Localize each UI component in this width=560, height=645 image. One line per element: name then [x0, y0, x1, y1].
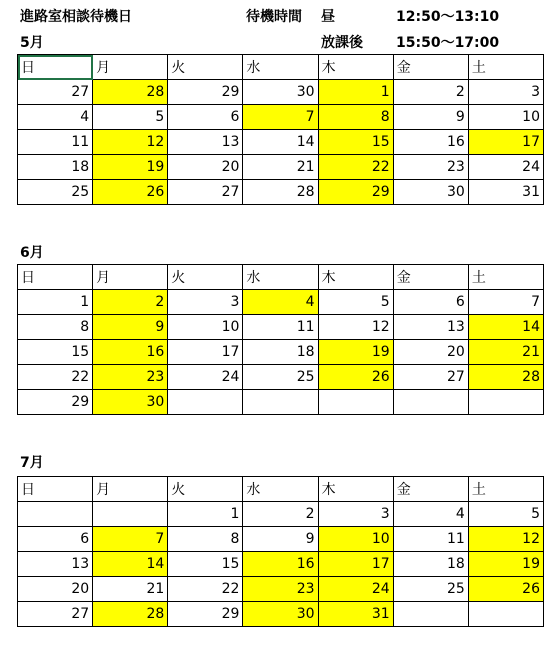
calendar-june — [17, 264, 544, 415]
day-cell[interactable]: 30 — [243, 80, 318, 105]
day-cell[interactable]: 22 — [18, 365, 93, 390]
day-cell[interactable]: 18 — [243, 340, 318, 365]
day-cell[interactable]: 22 — [168, 577, 243, 602]
day-cell[interactable]: 6 — [393, 290, 468, 315]
day-cell[interactable] — [18, 502, 93, 527]
day-cell-highlighted[interactable]: 24 — [318, 577, 393, 602]
day-cell[interactable]: 3 — [468, 80, 543, 105]
day-cell-highlighted[interactable]: 26 — [468, 577, 543, 602]
day-cell[interactable]: 20 — [393, 340, 468, 365]
day-cell[interactable]: 25 — [18, 180, 93, 205]
weekday-header-cell[interactable]: 土 — [468, 477, 543, 502]
day-cell[interactable]: 29 — [18, 390, 93, 415]
day-cell[interactable]: 20 — [168, 155, 243, 180]
day-cell[interactable]: 21 — [243, 155, 318, 180]
day-cell-highlighted[interactable]: 19 — [318, 340, 393, 365]
day-cell[interactable]: 3 — [318, 502, 393, 527]
weekday-header-cell[interactable]: 土 — [468, 55, 543, 80]
day-cell-highlighted[interactable]: 17 — [318, 552, 393, 577]
day-cell[interactable]: 15 — [18, 340, 93, 365]
day-cell-highlighted[interactable]: 28 — [468, 365, 543, 390]
weekday-header-cell[interactable]: 日 — [18, 477, 93, 502]
day-cell[interactable]: 5 — [468, 502, 543, 527]
day-cell[interactable]: 27 — [168, 180, 243, 205]
weekday-header-cell[interactable]: 火 — [168, 265, 243, 290]
day-cell[interactable]: 21 — [93, 577, 168, 602]
month-label-may[interactable]: 5月 — [20, 35, 44, 51]
calendar-july — [17, 476, 544, 627]
day-cell[interactable] — [393, 390, 468, 415]
day-cell[interactable]: 18 — [18, 155, 93, 180]
day-cell-highlighted[interactable]: 19 — [468, 552, 543, 577]
day-cell[interactable]: 27 — [393, 365, 468, 390]
day-cell-highlighted[interactable]: 23 — [243, 577, 318, 602]
weekday-header-cell[interactable]: 水 — [243, 55, 318, 80]
day-cell[interactable]: 29 — [168, 80, 243, 105]
day-cell[interactable]: 28 — [243, 180, 318, 205]
day-cell[interactable]: 6 — [168, 105, 243, 130]
day-cell[interactable]: 5 — [318, 290, 393, 315]
day-cell-highlighted[interactable]: 17 — [468, 130, 543, 155]
day-cell[interactable]: 11 — [243, 315, 318, 340]
weekday-header-cell[interactable]: 金 — [393, 55, 468, 80]
week-row — [18, 290, 544, 315]
weekday-header-cell[interactable]: 土 — [468, 265, 543, 290]
day-cell[interactable]: 24 — [468, 155, 543, 180]
day-cell[interactable]: 13 — [168, 130, 243, 155]
day-cell-highlighted[interactable]: 4 — [243, 290, 318, 315]
day-cell[interactable] — [468, 602, 543, 627]
week-row — [18, 315, 544, 340]
day-cell-highlighted[interactable]: 16 — [93, 340, 168, 365]
day-cell-highlighted[interactable]: 8 — [318, 105, 393, 130]
weekday-header-cell[interactable]: 月 — [93, 265, 168, 290]
week-row — [18, 105, 544, 130]
day-cell[interactable]: 13 — [18, 552, 93, 577]
weekday-header-cell[interactable]: 木 — [318, 265, 393, 290]
day-cell[interactable]: 2 — [393, 80, 468, 105]
day-cell-highlighted[interactable]: 7 — [243, 105, 318, 130]
day-cell[interactable]: 29 — [168, 602, 243, 627]
noon-time-value[interactable]: 12:50～13:10 — [396, 9, 500, 25]
day-cell[interactable]: 15 — [168, 552, 243, 577]
day-cell[interactable]: 2 — [243, 502, 318, 527]
day-cell[interactable]: 25 — [243, 365, 318, 390]
weekday-header-cell[interactable]: 日 — [18, 55, 93, 80]
day-cell-highlighted[interactable]: 29 — [318, 180, 393, 205]
day-cell-highlighted[interactable]: 15 — [318, 130, 393, 155]
weekday-header-cell[interactable]: 火 — [168, 55, 243, 80]
week-row — [18, 180, 544, 205]
calendar-may — [17, 54, 544, 205]
week-row — [18, 155, 544, 180]
day-cell[interactable]: 6 — [18, 527, 93, 552]
day-cell[interactable]: 27 — [18, 602, 93, 627]
day-cell-highlighted[interactable]: 19 — [93, 155, 168, 180]
day-cell-highlighted[interactable]: 31 — [318, 602, 393, 627]
day-cell[interactable]: 4 — [393, 502, 468, 527]
weekday-header-row — [18, 55, 544, 80]
month-label-july[interactable]: 7月 — [20, 455, 44, 471]
weekday-header-cell[interactable]: 木 — [318, 477, 393, 502]
day-cell[interactable]: 31 — [468, 180, 543, 205]
weekday-header-row — [18, 477, 544, 502]
day-cell[interactable]: 9 — [243, 527, 318, 552]
weekday-header-cell[interactable]: 金 — [393, 477, 468, 502]
weekday-header-cell[interactable]: 水 — [243, 477, 318, 502]
weekday-header-cell[interactable]: 水 — [243, 265, 318, 290]
weekday-header-cell[interactable]: 月 — [93, 477, 168, 502]
after-school-time-value[interactable]: 15:50～17:00 — [396, 35, 500, 51]
week-row — [18, 130, 544, 155]
sheet-title[interactable]: 進路室相談待機日 — [20, 9, 132, 25]
day-cell[interactable]: 24 — [168, 365, 243, 390]
day-cell[interactable]: 10 — [468, 105, 543, 130]
day-cell-highlighted[interactable]: 26 — [93, 180, 168, 205]
day-cell[interactable]: 20 — [18, 577, 93, 602]
day-cell[interactable]: 3 — [168, 290, 243, 315]
day-cell-highlighted[interactable]: 10 — [318, 527, 393, 552]
day-cell-highlighted[interactable]: 12 — [93, 130, 168, 155]
day-cell-highlighted[interactable]: 28 — [93, 80, 168, 105]
day-cell-highlighted[interactable]: 21 — [468, 340, 543, 365]
day-cell-highlighted[interactable]: 28 — [93, 602, 168, 627]
day-cell[interactable]: 13 — [393, 315, 468, 340]
day-cell[interactable]: 7 — [468, 290, 543, 315]
week-row — [18, 527, 544, 552]
day-cell[interactable]: 25 — [393, 577, 468, 602]
day-cell[interactable]: 11 — [18, 130, 93, 155]
day-cell-highlighted[interactable]: 16 — [243, 552, 318, 577]
day-cell-highlighted[interactable]: 1 — [318, 80, 393, 105]
wait-time-label[interactable]: 待機時間 — [246, 9, 302, 25]
day-cell-highlighted[interactable]: 30 — [243, 602, 318, 627]
day-cell-highlighted[interactable]: 12 — [468, 527, 543, 552]
day-cell[interactable] — [393, 602, 468, 627]
day-cell[interactable] — [318, 390, 393, 415]
day-cell[interactable]: 10 — [168, 315, 243, 340]
week-row — [18, 577, 544, 602]
day-cell[interactable] — [468, 390, 543, 415]
day-cell-highlighted[interactable]: 14 — [468, 315, 543, 340]
day-cell[interactable]: 5 — [93, 105, 168, 130]
week-row — [18, 365, 544, 390]
day-cell[interactable]: 4 — [18, 105, 93, 130]
day-cell[interactable]: 23 — [393, 155, 468, 180]
day-cell-highlighted[interactable]: 2 — [93, 290, 168, 315]
week-row — [18, 552, 544, 577]
day-cell[interactable]: 18 — [393, 552, 468, 577]
day-cell[interactable] — [243, 390, 318, 415]
day-cell[interactable] — [168, 390, 243, 415]
week-row — [18, 390, 544, 415]
weekday-header-cell[interactable]: 月 — [93, 55, 168, 80]
week-row — [18, 340, 544, 365]
month-label-june[interactable]: 6月 — [20, 245, 44, 261]
week-row — [18, 80, 544, 105]
day-cell[interactable]: 8 — [18, 315, 93, 340]
week-row — [18, 602, 544, 627]
day-cell[interactable]: 27 — [18, 80, 93, 105]
weekday-header-cell[interactable]: 木 — [318, 55, 393, 80]
day-cell-highlighted[interactable]: 14 — [93, 552, 168, 577]
weekday-header-cell[interactable]: 火 — [168, 477, 243, 502]
day-cell[interactable]: 14 — [243, 130, 318, 155]
day-cell[interactable]: 11 — [393, 527, 468, 552]
day-cell-highlighted[interactable]: 26 — [318, 365, 393, 390]
day-cell[interactable]: 1 — [168, 502, 243, 527]
day-cell-highlighted[interactable]: 23 — [93, 365, 168, 390]
day-cell[interactable]: 17 — [168, 340, 243, 365]
weekday-header-cell[interactable]: 日 — [18, 265, 93, 290]
weekday-header-cell[interactable]: 金 — [393, 265, 468, 290]
noon-label[interactable]: 昼 — [321, 9, 335, 25]
weekday-header-row — [18, 265, 544, 290]
day-cell-highlighted[interactable]: 7 — [93, 527, 168, 552]
day-cell[interactable] — [93, 502, 168, 527]
day-cell-highlighted[interactable]: 9 — [93, 315, 168, 340]
day-cell-highlighted[interactable]: 30 — [93, 390, 168, 415]
after-school-label[interactable]: 放課後 — [321, 35, 363, 51]
day-cell[interactable]: 12 — [318, 315, 393, 340]
day-cell[interactable]: 9 — [393, 105, 468, 130]
day-cell-highlighted[interactable]: 22 — [318, 155, 393, 180]
week-row — [18, 502, 544, 527]
day-cell[interactable]: 30 — [393, 180, 468, 205]
day-cell[interactable]: 16 — [393, 130, 468, 155]
day-cell[interactable]: 8 — [168, 527, 243, 552]
day-cell[interactable]: 1 — [18, 290, 93, 315]
